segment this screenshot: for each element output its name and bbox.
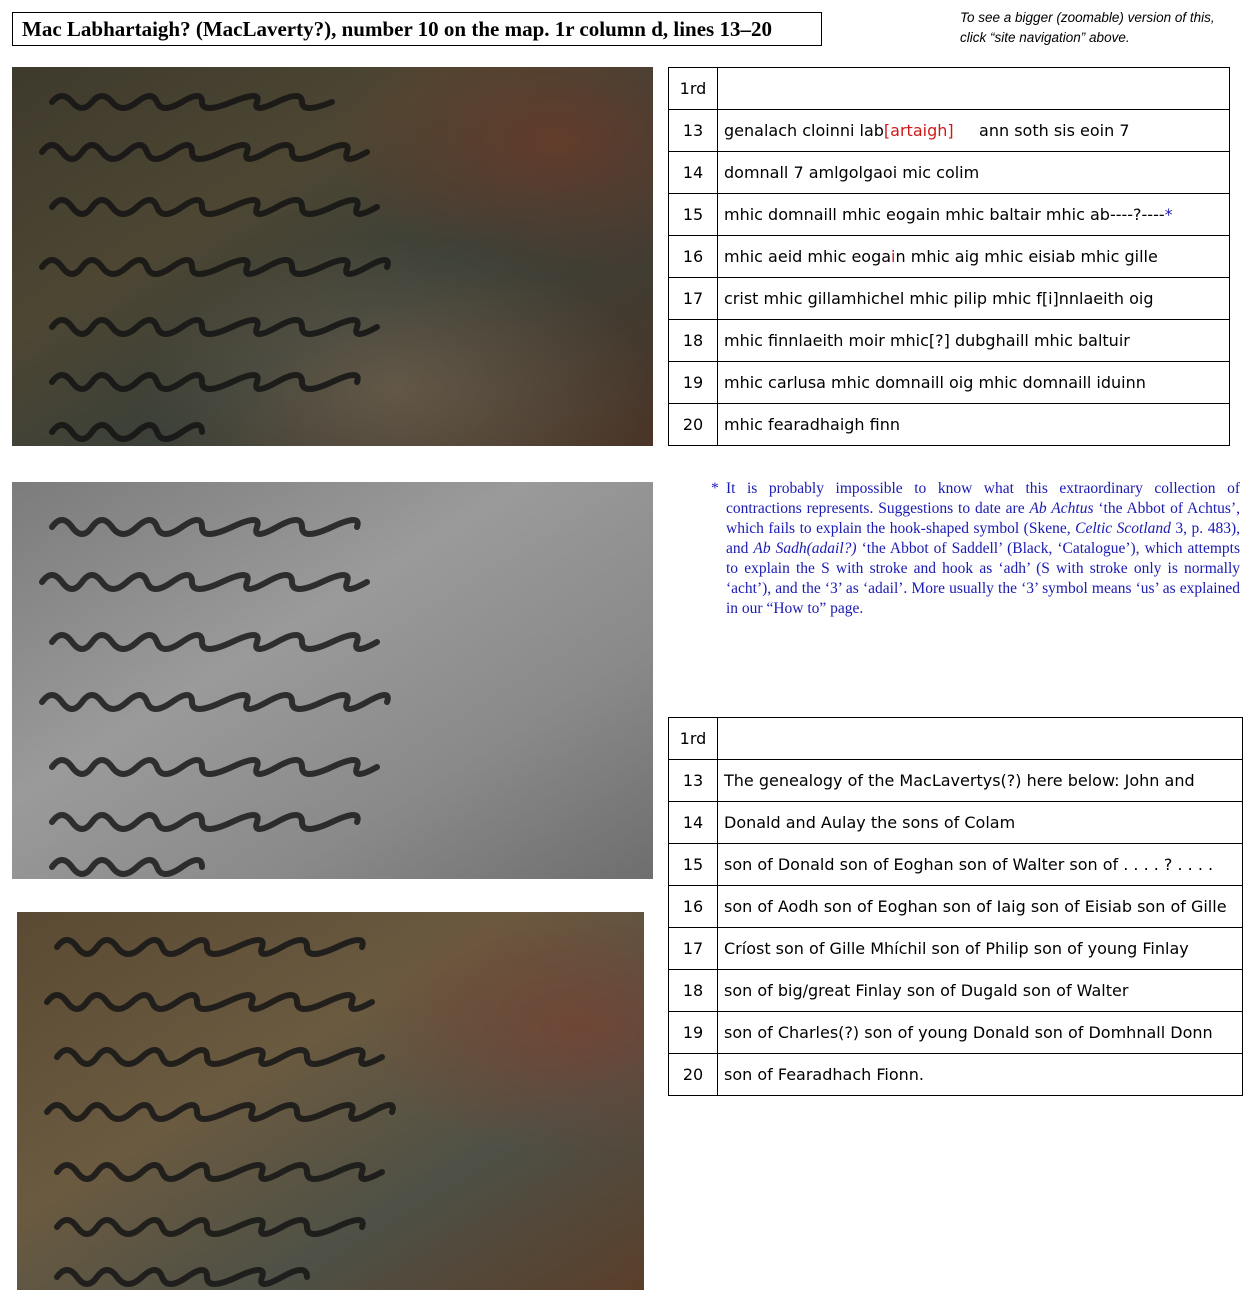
line-text: domnall 7 amlgolgaoi mic colim [718, 152, 1230, 194]
footnote-link[interactable]: * [1164, 205, 1173, 224]
table-row [669, 886, 1243, 928]
line-text-part: mhic aeid mhic eoga [724, 247, 892, 266]
table-row [669, 362, 1230, 404]
table-row [669, 970, 1243, 1012]
manuscript-image-greyscale[interactable] [12, 482, 653, 879]
line-text: Donald and Aulay the sons of Colam [718, 802, 1243, 844]
line-number: 17 [669, 928, 718, 970]
navigation-note: To see a bigger (zoomable) version of this, click “site navigation” above. [960, 10, 1215, 45]
footnote-italic: Celtic Scotland [1075, 520, 1171, 537]
table-row [669, 236, 1230, 278]
table-row [669, 1012, 1243, 1054]
line-number: 14 [669, 802, 718, 844]
table-row [669, 760, 1243, 802]
expansion-red: i [891, 247, 896, 266]
footnote-text-part: ‘the Abbot of Achtus’, which fails to explain the hook-shaped symbol (Skene, [726, 500, 1241, 537]
line-text: mhic carlusa mhic domnaill oig mhic domnaill iduinn [718, 362, 1230, 404]
footnote-text-part: It is probably impossible to know what this extraordinary collection of contractions represents. Suggestions to date are [726, 480, 1240, 517]
line-number: 18 [669, 970, 718, 1012]
expansion-red: [artaigh] [883, 121, 954, 140]
manuscript-image-colour[interactable] [12, 67, 653, 446]
table-row [669, 278, 1230, 320]
line-text [718, 110, 1230, 152]
line-text: son of Aodh son of Eoghan son of Iaig son of Eisiab son of Gille [718, 886, 1243, 928]
table-header-row [669, 68, 1230, 110]
table-row [669, 320, 1230, 362]
line-text: son of Charles(?) son of young Donald son of Domhnall Donn [718, 1012, 1243, 1054]
footnote-text [726, 479, 1240, 619]
table-row [669, 110, 1230, 152]
footnote [708, 479, 1240, 619]
line-text-part: ann soth sis eoin 7 [953, 121, 1130, 140]
line-number: 18 [669, 320, 718, 362]
footnote-text-part: ‘the Abbot of Saddell’ (Black, ‘Catalogue’), which attempts to explain the S with stroke and hook as ‘adh’ (S with stroke only is normally ‘acht’), and the ‘3’ as ‘adail’. More usually the ‘3’ symbol means ‘us’ as explained in our “How to” page. [726, 540, 1240, 617]
line-number: 17 [669, 278, 718, 320]
line-text: Críost son of Gille Mhíchil son of Philip son of young Finlay [718, 928, 1243, 970]
table-row [669, 802, 1243, 844]
line-text: son of big/great Finlay son of Dugald son of Walter [718, 970, 1243, 1012]
line-number: 16 [669, 886, 718, 928]
footnote-text-part: 3, p. 483), and [726, 520, 1240, 557]
table-row [669, 928, 1243, 970]
footnote-italic: Ab Sadh(adail?) [753, 540, 857, 557]
transcription-table [668, 67, 1230, 446]
footnote-star: * [711, 480, 719, 497]
line-number: 15 [669, 844, 718, 886]
line-number: 20 [669, 404, 718, 446]
line-number: 13 [669, 760, 718, 802]
page-title: Mac Labhartaigh? (MacLaverty?), number 10 on the map. 1r column d, lines 13–20 [12, 12, 822, 46]
table-header-blank [718, 718, 1243, 760]
line-text [718, 194, 1230, 236]
column-label: 1rd [669, 718, 718, 760]
table-header-row [669, 718, 1243, 760]
line-text: son of Donald son of Eoghan son of Walter son of . . . . ? . . . . [718, 844, 1243, 886]
line-text-part: genalach cloinni lab [724, 121, 884, 140]
line-number: 16 [669, 236, 718, 278]
line-number: 19 [669, 362, 718, 404]
line-number: 20 [669, 1054, 718, 1096]
footnote-italic: Ab Achtus [1029, 500, 1094, 517]
line-number: 19 [669, 1012, 718, 1054]
table-header-blank [718, 68, 1230, 110]
line-text-part: n mhic aig mhic eisiab mhic gille [895, 247, 1158, 266]
table-row [669, 404, 1230, 446]
table-row [669, 152, 1230, 194]
line-text-part: mhic domnaill mhic eogain mhic baltair mhic ab----?---- [724, 205, 1165, 224]
table-row [669, 844, 1243, 886]
line-text: son of Fearadhach Fionn. [718, 1054, 1243, 1096]
column-label: 1rd [669, 68, 718, 110]
line-number: 13 [669, 110, 718, 152]
manuscript-image-colour-enhanced[interactable] [17, 912, 644, 1290]
translation-table [668, 717, 1243, 1096]
line-text [718, 236, 1230, 278]
line-text: The genealogy of the MacLavertys(?) here below: John and [718, 760, 1243, 802]
table-row [669, 194, 1230, 236]
line-number: 15 [669, 194, 718, 236]
line-number: 14 [669, 152, 718, 194]
line-text: mhic finnlaeith moir mhic[?] dubghaill mhic baltuir [718, 320, 1230, 362]
line-text: crist mhic gillamhichel mhic pilip mhic f[i]nnlaeith oig [718, 278, 1230, 320]
table-row [669, 1054, 1243, 1096]
line-text: mhic fearadhaigh finn [718, 404, 1230, 446]
